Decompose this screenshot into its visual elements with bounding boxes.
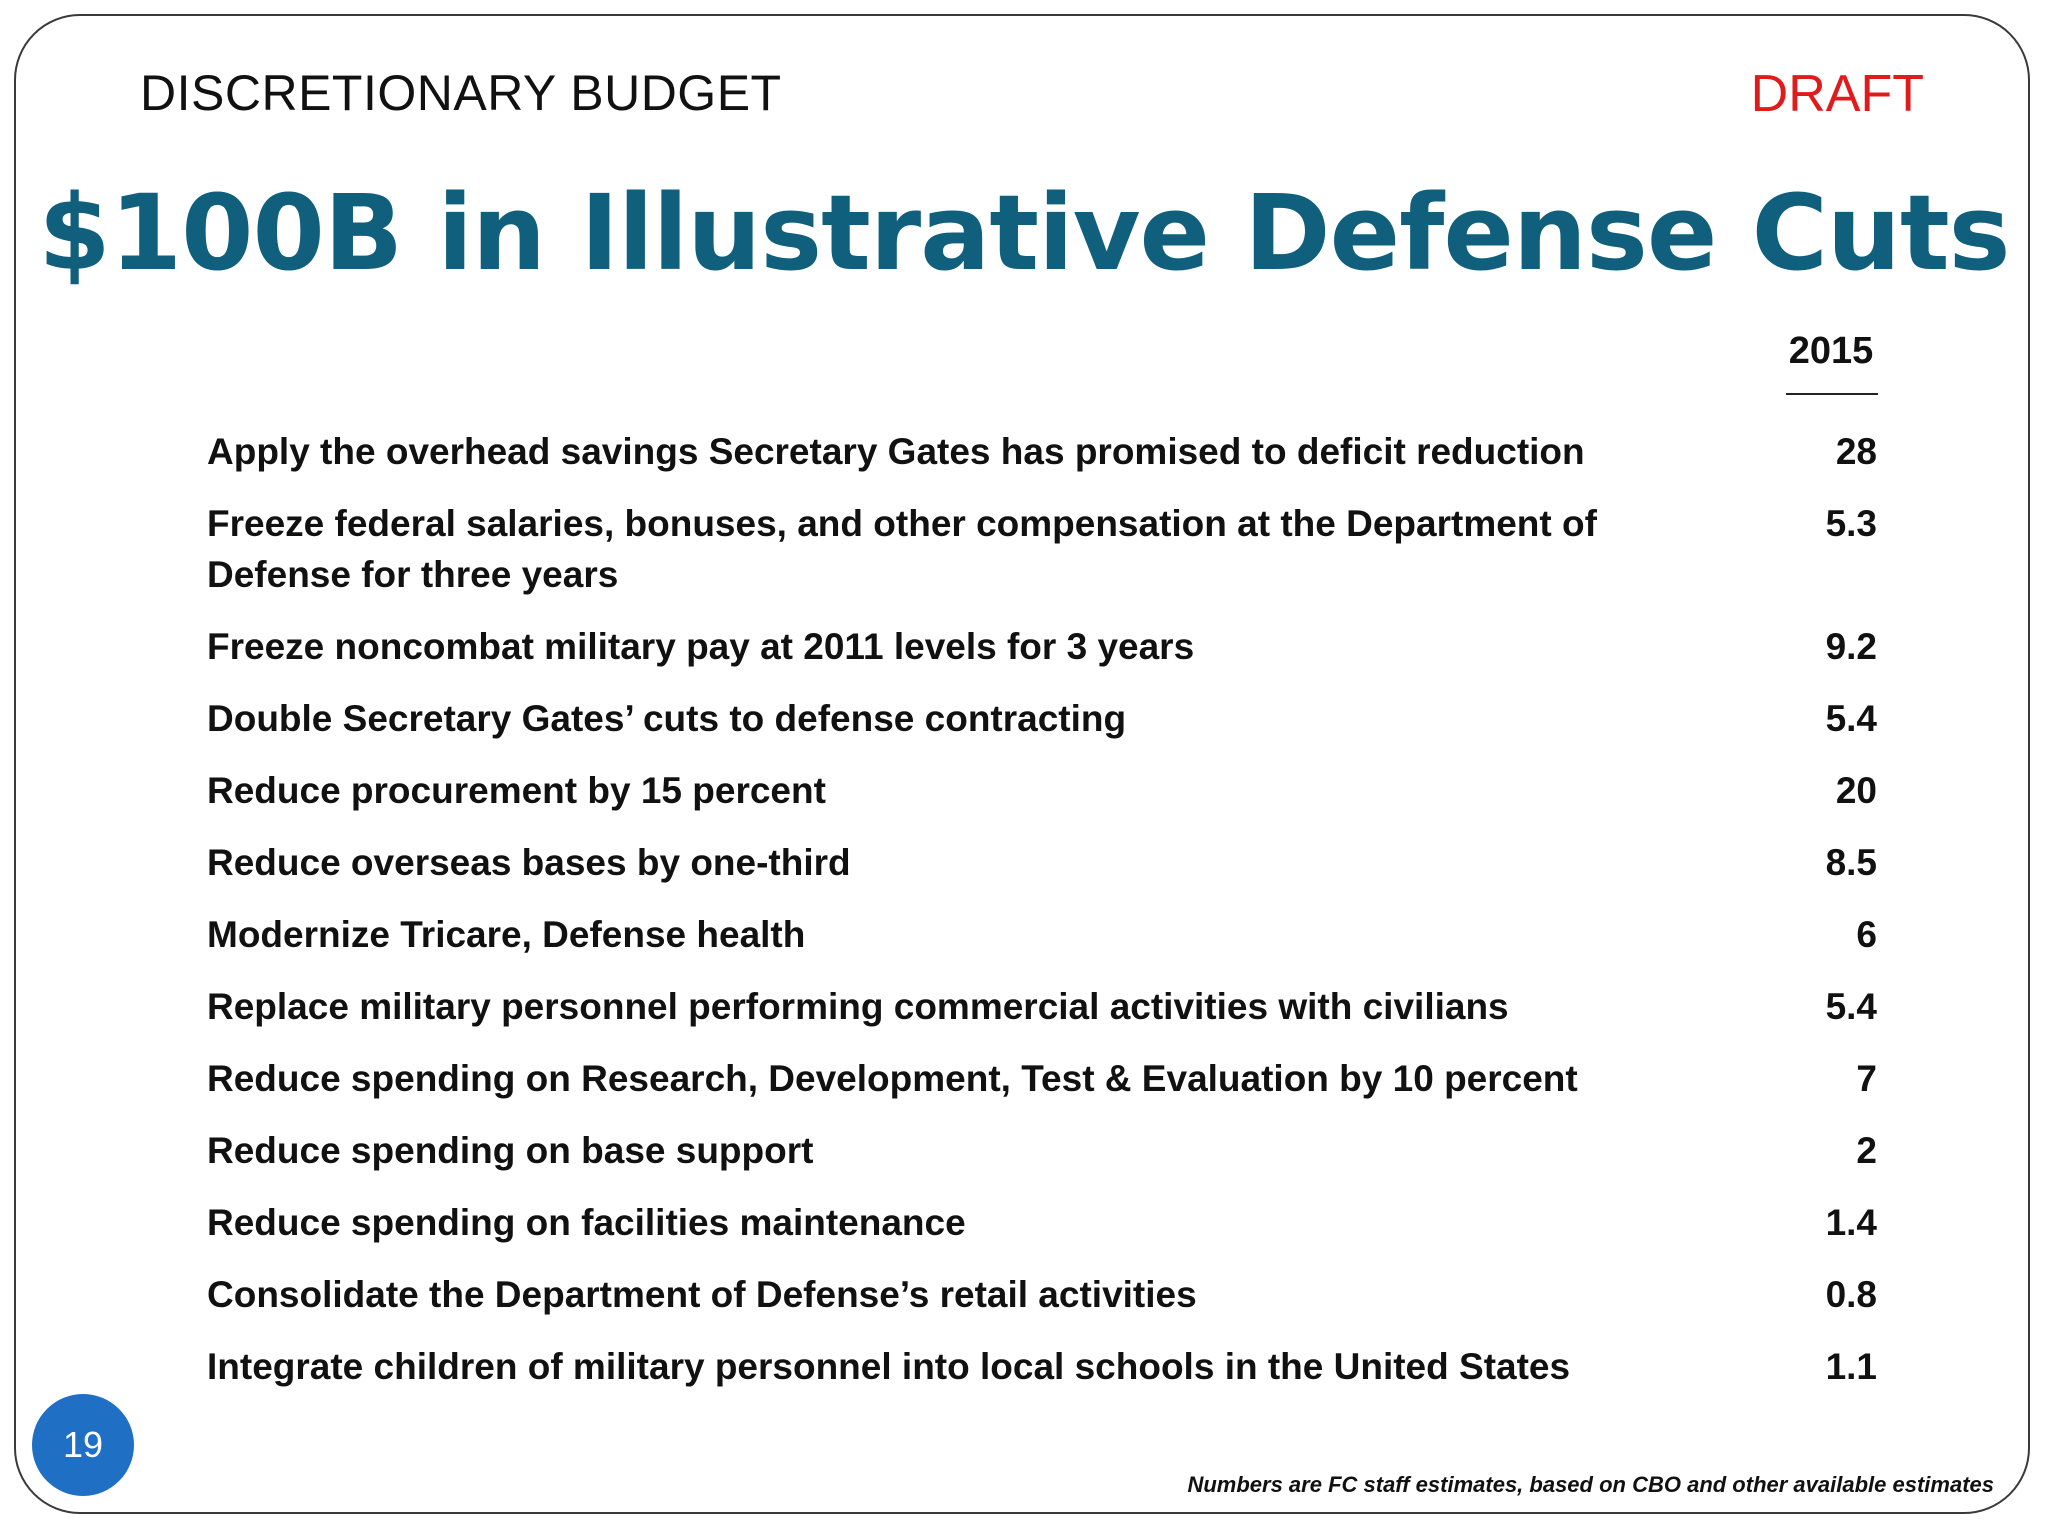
column-header-underline bbox=[1786, 393, 1878, 395]
table-row bbox=[207, 1125, 1877, 1176]
row-description: Reduce overseas bases by one-third bbox=[207, 842, 851, 883]
slide-title: $100B in Illustrative Defense Cuts bbox=[38, 172, 2010, 294]
row-description: Integrate children of military personnel into local schools in the United States bbox=[207, 1346, 1571, 1387]
table-row bbox=[207, 837, 1877, 888]
row-description: Reduce spending on Research, Development, Test & Evaluation by 10 percent bbox=[207, 1058, 1578, 1099]
row-value: 0.8 bbox=[1825, 1274, 1877, 1315]
row-description: Consolidate the Department of Defense’s retail activities bbox=[207, 1274, 1197, 1315]
row-description: Reduce spending on base support bbox=[207, 1130, 814, 1171]
table-row bbox=[207, 1341, 1877, 1392]
page-number-badge bbox=[32, 1394, 134, 1496]
table-row bbox=[207, 909, 1877, 960]
row-description: Replace military personnel performing commercial activities with civilians bbox=[207, 986, 1509, 1027]
draft-label: DRAFT bbox=[1750, 65, 1924, 123]
table-row bbox=[207, 981, 1877, 1032]
row-value: 1.4 bbox=[1825, 1202, 1877, 1243]
table-row bbox=[207, 693, 1877, 744]
table-row bbox=[207, 1053, 1877, 1104]
table-row bbox=[207, 498, 1877, 600]
row-value: 20 bbox=[1835, 770, 1877, 811]
table-row bbox=[207, 426, 1877, 477]
page-number: 19 bbox=[62, 1424, 104, 1465]
row-value: 5.4 bbox=[1825, 986, 1877, 1027]
cuts-table bbox=[207, 426, 1877, 1413]
row-value: 6 bbox=[1856, 914, 1877, 955]
row-value: 2 bbox=[1856, 1130, 1877, 1171]
footnote: Numbers are FC staff estimates, based on CBO and other available estimates bbox=[1187, 1472, 1994, 1497]
row-value: 5.4 bbox=[1825, 698, 1877, 739]
row-description: Apply the overhead savings Secretary Gates has promised to deficit reduction bbox=[207, 431, 1585, 472]
table-row bbox=[207, 1197, 1877, 1248]
row-value: 1.1 bbox=[1825, 1346, 1877, 1387]
section-label: DISCRETIONARY BUDGET bbox=[140, 65, 782, 121]
table-row bbox=[207, 765, 1877, 816]
table-row bbox=[207, 621, 1877, 672]
year-column-header: 2015 bbox=[1788, 330, 1874, 372]
row-value: 28 bbox=[1835, 431, 1877, 472]
row-description: Double Secretary Gates’ cuts to defense contracting bbox=[207, 698, 1127, 739]
table-row bbox=[207, 1269, 1877, 1320]
row-description: Freeze federal salaries, bonuses, and other compensation at the Department of Defense for three years bbox=[207, 503, 1597, 595]
row-value: 7 bbox=[1856, 1058, 1877, 1099]
row-value: 8.5 bbox=[1825, 842, 1877, 883]
row-value: 5.3 bbox=[1825, 503, 1877, 544]
row-description: Modernize Tricare, Defense health bbox=[207, 914, 806, 955]
row-description: Reduce procurement by 15 percent bbox=[207, 770, 826, 811]
row-description: Freeze noncombat military pay at 2011 levels for 3 years bbox=[207, 626, 1195, 667]
row-description: Reduce spending on facilities maintenance bbox=[207, 1202, 966, 1243]
row-value: 9.2 bbox=[1825, 626, 1877, 667]
